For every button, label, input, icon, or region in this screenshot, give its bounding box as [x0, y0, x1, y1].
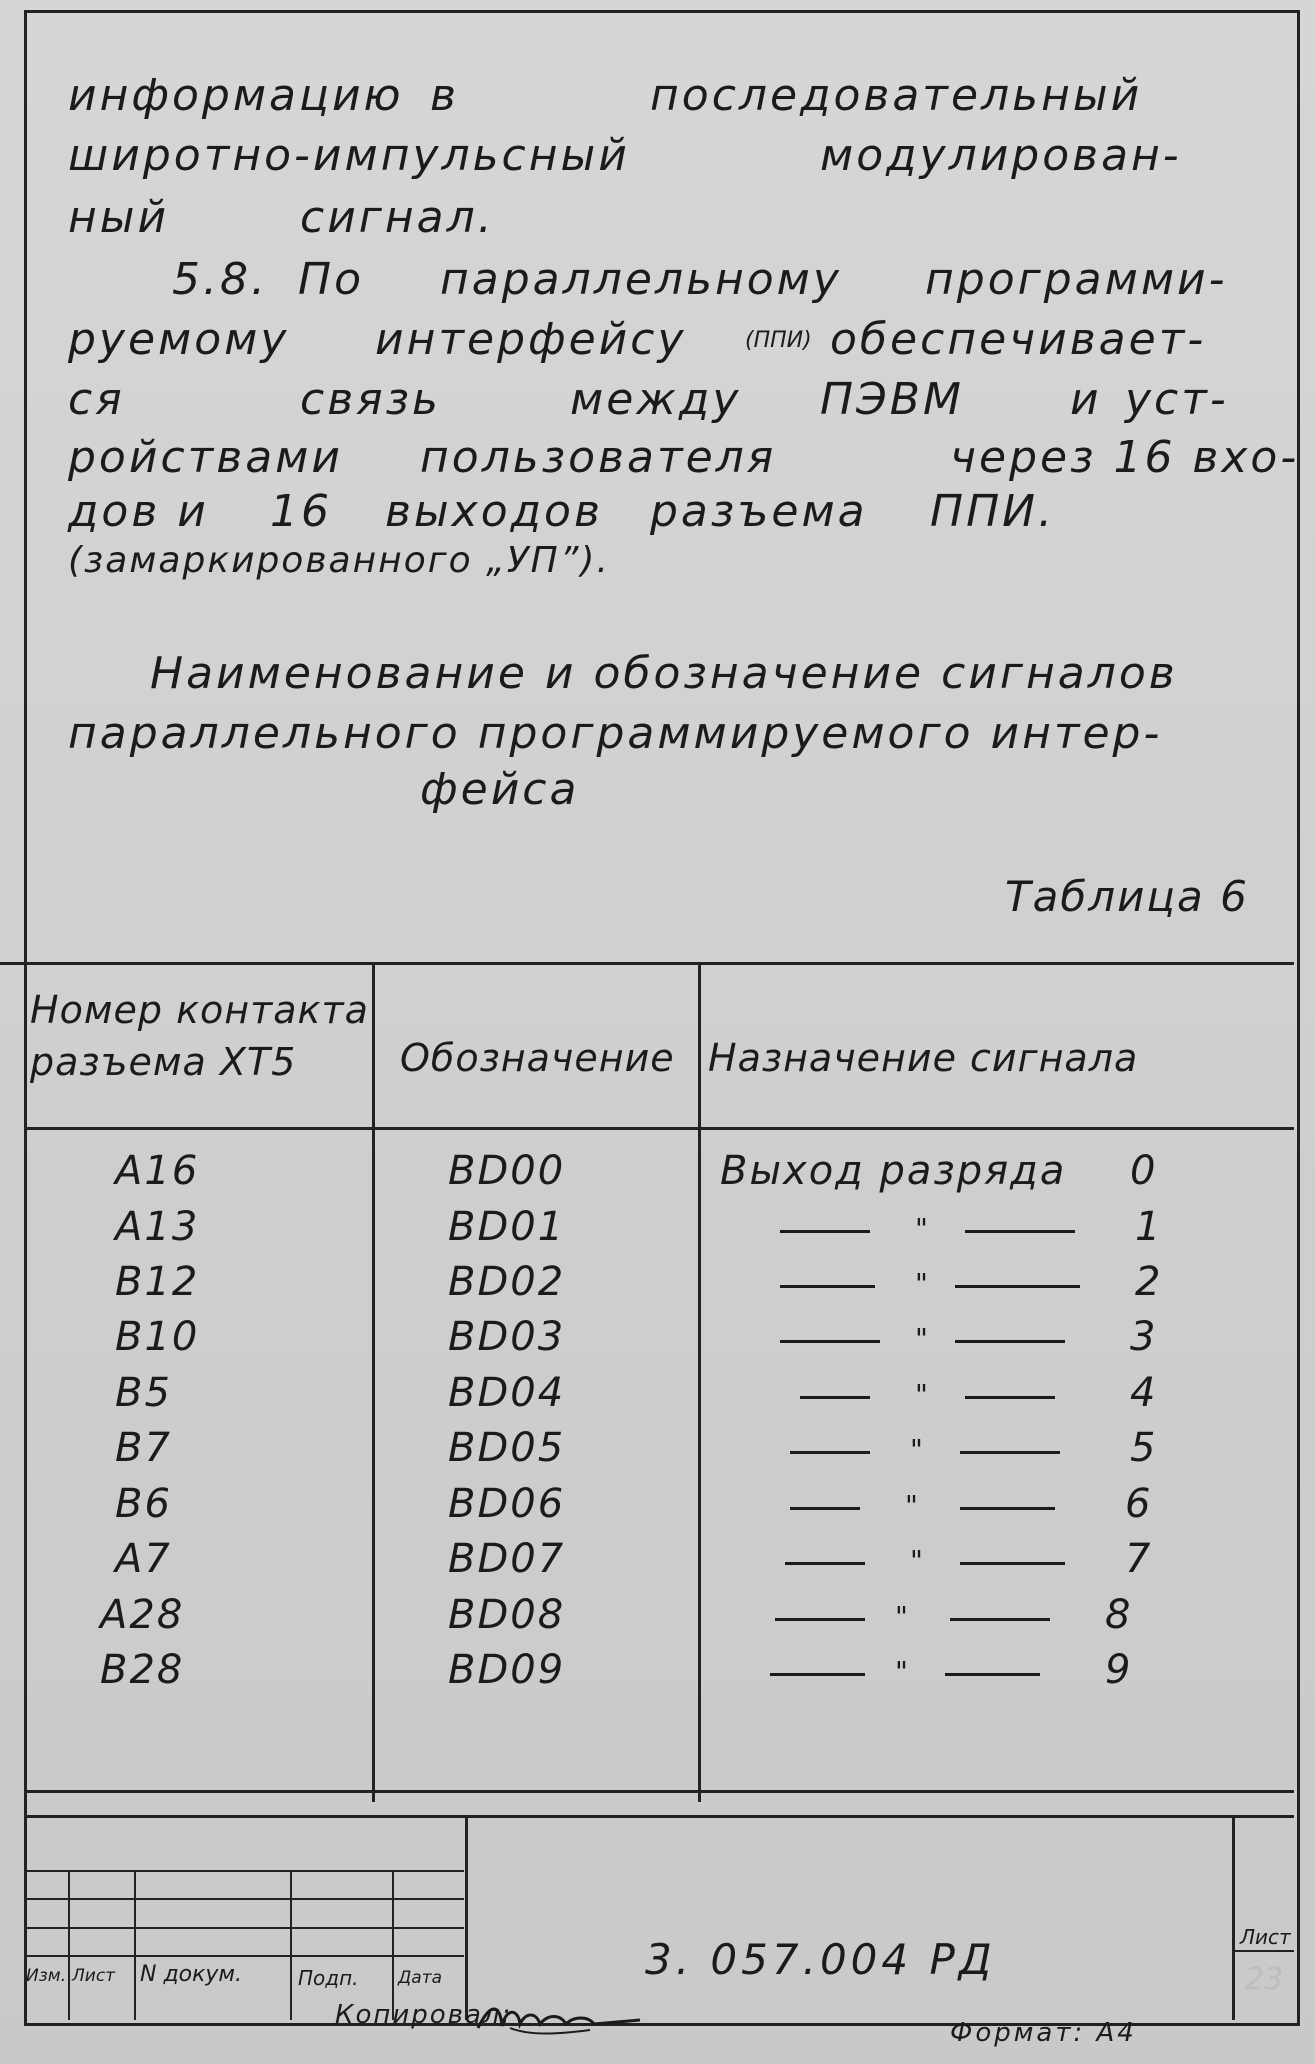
- ditto-dash: [780, 1230, 870, 1233]
- cell-contact: A7: [115, 1536, 172, 1582]
- section-title-line-1: Наименование и обозначение сигналов: [150, 648, 1178, 699]
- title-block-grid-line: [290, 1870, 292, 2020]
- ditto-mark: ": [905, 1489, 918, 1522]
- ditto-mark: ": [915, 1322, 928, 1355]
- header-purpose: Назначение сигнала: [708, 1036, 1139, 1080]
- cell-contact: B7: [115, 1425, 172, 1471]
- ditto-dash: [945, 1673, 1040, 1676]
- ditto-dash: [790, 1507, 860, 1510]
- cell-bit: 5: [1130, 1425, 1158, 1471]
- header-contact-line-2: разъема XT5: [30, 1040, 297, 1084]
- cell-designation: BD05: [448, 1425, 566, 1471]
- cell-contact: A16: [115, 1148, 200, 1194]
- table-bottom-border: [24, 1790, 1294, 1793]
- cell-bit: 2: [1135, 1259, 1163, 1305]
- ditto-dash: [950, 1618, 1050, 1621]
- document-number: 3. 057.004 РД: [645, 1935, 996, 1984]
- para-word: сигнал.: [300, 192, 495, 243]
- cell-bit: 4: [1130, 1370, 1158, 1416]
- title-block-grid-line: [24, 1927, 464, 1929]
- para-word: через 16 вхо-: [950, 432, 1300, 483]
- cell-bit: 9: [1105, 1647, 1133, 1693]
- title-block-grid-line: [24, 1870, 464, 1872]
- label-data: Дата: [398, 1968, 443, 1988]
- ditto-dash: [785, 1562, 865, 1565]
- cell-designation: BD02: [448, 1259, 566, 1305]
- label-ndokum: N докум.: [140, 1962, 243, 1987]
- table-caption: Таблица 6: [1005, 872, 1249, 921]
- ditto-mark: ": [910, 1544, 923, 1577]
- label-list: Лист: [72, 1966, 116, 1986]
- ditto-dash: [955, 1340, 1065, 1343]
- ditto-mark: ": [895, 1600, 908, 1633]
- para-word: дов и: [68, 486, 209, 537]
- para-word: выходов: [385, 486, 603, 537]
- title-block-grid-line: [134, 1870, 136, 2020]
- para-word: программи-: [925, 254, 1228, 305]
- cell-contact: B6: [115, 1481, 172, 1527]
- para-word: ся: [68, 374, 125, 425]
- cell-designation: BD08: [448, 1592, 566, 1638]
- format-label: Формат: А4: [950, 2018, 1137, 2048]
- section-title-line-3: фейса: [420, 764, 580, 815]
- para-word: По: [298, 254, 365, 305]
- para-word: руемому: [68, 314, 290, 365]
- cell-designation: BD06: [448, 1481, 566, 1527]
- para-word: интерфейсу: [375, 314, 687, 365]
- ditto-dash: [780, 1285, 875, 1288]
- ditto-mark: ": [895, 1655, 908, 1688]
- cell-designation: BD07: [448, 1536, 566, 1582]
- sheet-number: 23: [1245, 1962, 1284, 1997]
- table-column-divider-2: [698, 962, 701, 1802]
- title-block-divider: [465, 1815, 468, 2020]
- table-header-divider: [24, 1127, 1294, 1130]
- ditto-dash: [780, 1340, 880, 1343]
- label-izm: Изм.: [26, 1966, 66, 1986]
- ditto-dash: [960, 1562, 1065, 1565]
- para-word: уст-: [1125, 374, 1229, 425]
- header-designation: Обозначение: [400, 1036, 675, 1080]
- ditto-dash: [955, 1285, 1080, 1288]
- para-word: последовательный: [650, 70, 1143, 121]
- para-word: в: [430, 70, 459, 121]
- para-word: (замаркированного „УП”).: [68, 540, 610, 581]
- para-word: разъема: [650, 486, 868, 537]
- para-word: связь: [300, 374, 441, 425]
- para-word: ройствами: [68, 432, 343, 483]
- header-contact-line-1: Номер контакта: [30, 988, 369, 1032]
- section-title-line-2: параллельного программируемого интер-: [68, 708, 1163, 759]
- copied-by-label: Копировал:: [335, 2000, 513, 2030]
- ditto-dash: [960, 1507, 1055, 1510]
- ditto-dash: [965, 1230, 1075, 1233]
- para-word: ППИ.: [930, 486, 1056, 537]
- cell-bit: 8: [1105, 1592, 1133, 1638]
- cell-contact: B28: [100, 1647, 185, 1693]
- para-word: между: [570, 374, 742, 425]
- cell-purpose: Выход разряда: [720, 1148, 1067, 1194]
- cell-contact: A13: [115, 1204, 200, 1250]
- para-word: 5.8.: [172, 254, 268, 305]
- para-word: ный: [68, 192, 170, 243]
- cell-contact: B5: [115, 1370, 172, 1416]
- table-column-divider-1: [372, 962, 375, 1802]
- label-podp: Подп.: [298, 1966, 359, 1990]
- cell-designation: BD00: [448, 1148, 566, 1194]
- ditto-dash: [960, 1451, 1060, 1454]
- para-word: широтно-импульсный: [68, 130, 630, 181]
- para-word: информацию: [68, 70, 404, 121]
- cell-bit: 7: [1125, 1536, 1153, 1582]
- cell-contact: A28: [100, 1592, 185, 1638]
- para-word: (ППИ): [745, 328, 812, 353]
- ditto-mark: ": [915, 1378, 928, 1411]
- ditto-dash: [965, 1396, 1055, 1399]
- title-block-grid-line: [24, 1898, 464, 1900]
- ditto-dash: [775, 1618, 865, 1621]
- cell-designation: BD01: [448, 1204, 566, 1250]
- ditto-dash: [770, 1673, 865, 1676]
- ditto-mark: ": [910, 1433, 923, 1466]
- para-word: пользователя: [420, 432, 777, 483]
- signature-mark: [470, 1998, 650, 2038]
- cell-bit: 0: [1130, 1148, 1158, 1194]
- para-word: параллельному: [440, 254, 842, 305]
- para-word: и: [1070, 374, 1102, 425]
- para-word: ПЭВМ: [820, 374, 964, 425]
- ditto-mark: ": [915, 1212, 928, 1245]
- cell-bit: 1: [1135, 1204, 1163, 1250]
- title-block-divider: [1232, 1815, 1235, 2020]
- cell-designation: BD03: [448, 1314, 566, 1360]
- ditto-mark: ": [915, 1267, 928, 1300]
- cell-designation: BD04: [448, 1370, 566, 1416]
- para-word: 16: [270, 486, 332, 537]
- ditto-dash: [800, 1396, 870, 1399]
- title-block-grid-line: [24, 1955, 464, 1957]
- cell-designation: BD09: [448, 1647, 566, 1693]
- cell-bit: 3: [1130, 1314, 1158, 1360]
- table-top-border: [0, 962, 1294, 965]
- title-block-grid-line: [1232, 1950, 1294, 1952]
- ditto-dash: [790, 1451, 870, 1454]
- title-block-grid-line: [392, 1870, 394, 2020]
- sheet-label: Лист: [1240, 1925, 1291, 1949]
- title-block-grid-line: [68, 1870, 70, 2020]
- para-word: модулирован-: [820, 130, 1182, 181]
- para-word: обеспечивает-: [830, 314, 1207, 365]
- cell-contact: B12: [115, 1259, 200, 1305]
- title-block-top-border: [24, 1815, 1294, 1818]
- cell-bit: 6: [1125, 1481, 1153, 1527]
- cell-contact: B10: [115, 1314, 200, 1360]
